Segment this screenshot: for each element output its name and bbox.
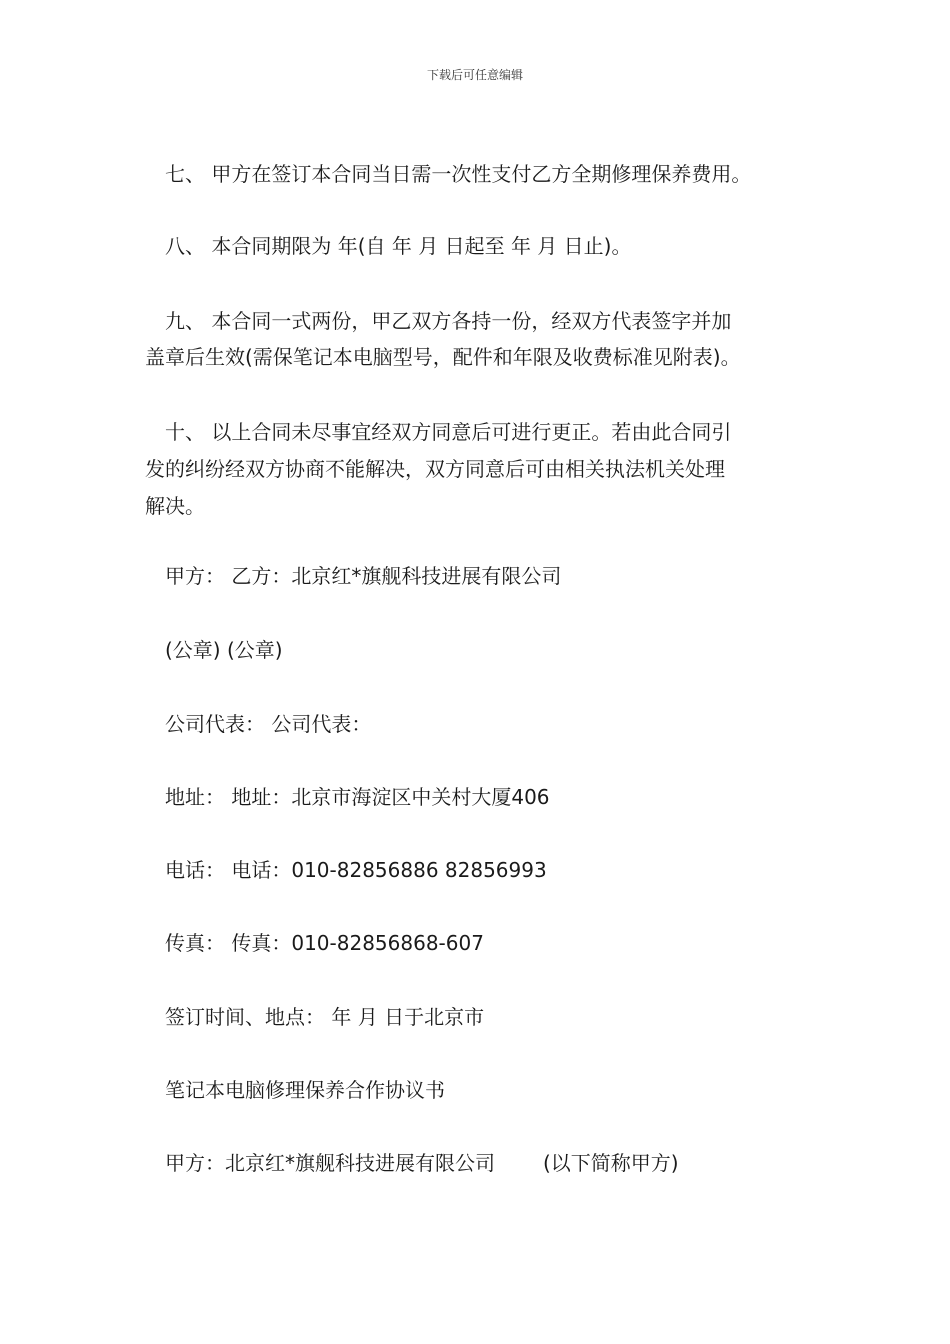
- clause-ten-line-1: 十、 以上合同未尽事宜经双方同意后可进行更正。若由此合同引: [165, 420, 732, 444]
- party-a-note: (以下简称甲方): [543, 1151, 679, 1175]
- clause-eight: 八、 本合同期限为 年(自 年 月 日起至 年 月 日止)。: [165, 234, 632, 258]
- signature-address: 地址： 地址：北京市海淀区中关村大厦406: [165, 785, 550, 809]
- clause-nine-line-2: 盖章后生效(需保笔记本电脑型号，配件和年限及收费标准见附表)。: [145, 345, 741, 369]
- clause-seven: 七、 甲方在签订本合同当日需一次性支付乙方全期修理保养费用。: [165, 162, 752, 186]
- signature-fax: 传真： 传真：010-82856868-607: [165, 931, 484, 955]
- signature-parties: 甲方： 乙方：北京红*旗舰科技进展有限公司: [165, 564, 562, 588]
- signature-representatives: 公司代表： 公司代表：: [165, 712, 372, 736]
- signature-phone: 电话： 电话：010-82856886 82856993: [165, 858, 547, 882]
- signature-time-place: 签订时间、地点： 年 月 日于北京市: [165, 1005, 485, 1029]
- clause-ten-line-3: 解决。: [145, 494, 205, 518]
- signature-seals: (公章) (公章): [165, 638, 283, 662]
- party-a-name: 甲方：北京红*旗舰科技进展有限公司: [165, 1151, 495, 1175]
- next-document-party-a: [145, 1145, 835, 1181]
- clause-nine-line-1: 九、 本合同一式两份，甲乙双方各持一份，经双方代表签字并加: [165, 309, 732, 333]
- clause-ten-line-2: 发的纠纷经双方协商不能解决，双方同意后可由相关执法机关处理: [145, 457, 725, 481]
- page-header-note: 下载后可任意编辑: [426, 68, 523, 82]
- next-document-title: 笔记本电脑修理保养合作协议书: [165, 1078, 445, 1102]
